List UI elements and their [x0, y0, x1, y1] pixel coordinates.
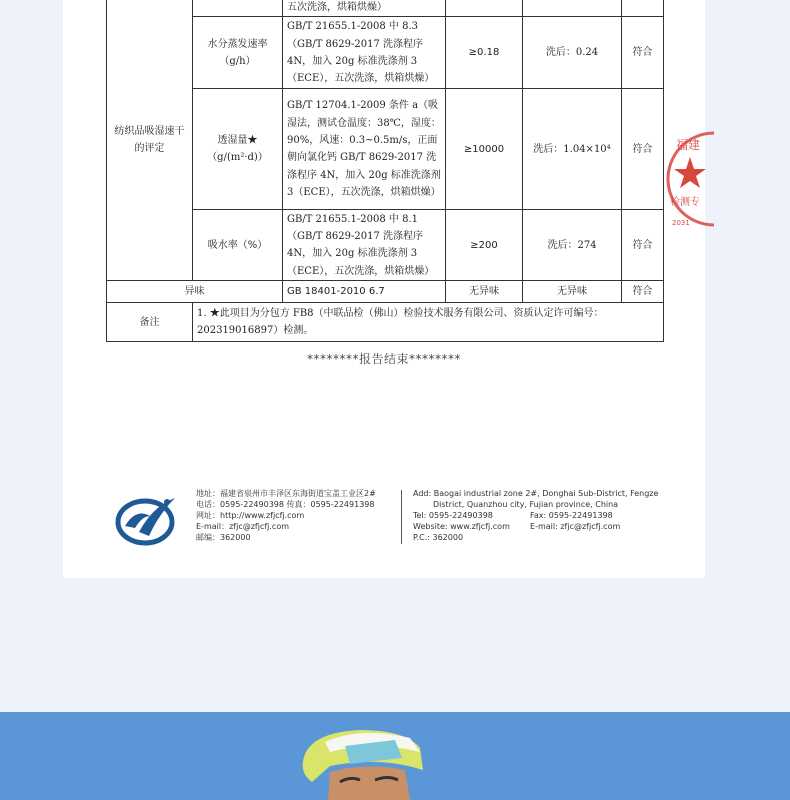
- footer-english-contact: [413, 488, 658, 543]
- item-odor: 异味: [107, 281, 283, 303]
- requirement-cell: ≥0.18: [446, 17, 523, 89]
- verdict-cell: 符合: [622, 17, 664, 89]
- report-end-marker: ********报告结束********: [306, 352, 461, 366]
- method-cell: GB 18401-2010 6.7: [283, 281, 446, 303]
- stamp-number: 2031: [672, 219, 690, 227]
- footer-divider: [401, 490, 402, 544]
- method-cell: GB/T 21655.1-2008 中 8.3（GB/T 8629-2017 洗涤程序 4N，加入 20g 标准洗涤剂 3（ECE），五次洗涤，烘箱烘燥）: [283, 17, 446, 89]
- requirement-cell: ≥200: [446, 210, 523, 281]
- footer-fax: Fax: 0595-22491398: [530, 511, 613, 520]
- report-sheet: [63, 0, 705, 578]
- product-model-photo: [0, 712, 790, 800]
- stamp-bottom-text: 检测专: [670, 197, 700, 208]
- footer-line: 邮编：362000: [196, 533, 251, 542]
- stamp-top-text: 福建: [676, 138, 701, 152]
- note-text: 1. ★此项目为分包方 FB8（中联品检（佛山）检验技术服务有限公司、资质认定许可编号：202319016897）检测。: [193, 303, 664, 342]
- footer-line: E-mail：zfjc@zfjcfj.com: [196, 522, 290, 531]
- footer-chinese-contact: [196, 488, 376, 543]
- verdict-cell: 符合: [622, 281, 664, 303]
- institution-logo-icon: [115, 492, 179, 548]
- footer-website: Website: www.zfjcfj.com: [413, 522, 510, 531]
- footer-line: [413, 510, 658, 521]
- result-cell: 洗后：274: [523, 210, 622, 281]
- item-water-absorption: 吸水率（%）: [193, 210, 283, 281]
- table-row: [107, 303, 664, 342]
- table-row: [107, 281, 664, 303]
- requirement-cell: 无异味: [446, 281, 523, 303]
- method-cell: GB/T 21655.1-2008 中 8.1（GB/T 8629-2017 洗涤程序 4N，加入 20g 标准洗涤剂 3（ECE），五次洗涤，烘箱烘燥）: [283, 210, 446, 281]
- group-label: 纺织品吸湿速干的评定: [107, 0, 193, 281]
- footer-line: Add: Baogai industrial zone 2#, Donghai Sub-District, Fengze: [413, 489, 659, 498]
- result-cell: 洗后：0.24: [523, 17, 622, 89]
- test-results-table: [106, 0, 664, 342]
- table-cell: [446, 0, 523, 17]
- footer-line: [413, 521, 658, 532]
- result-cell: 无异味: [523, 281, 622, 303]
- verdict-cell: 符合: [622, 210, 664, 281]
- official-seal-stamp: [666, 123, 714, 235]
- method-cell: 五次洗涤，烘箱烘燥）: [283, 0, 446, 17]
- institution-footer: [63, 488, 705, 552]
- table-row: [107, 0, 664, 17]
- table-cell: [523, 0, 622, 17]
- footer-line: P.C.: 362000: [413, 533, 464, 542]
- requirement-cell: ≥10000: [446, 89, 523, 210]
- item-evaporation-rate: 水分蒸发速率（g/h）: [193, 17, 283, 89]
- footer-line: 地址：福建省泉州市丰泽区东海街道宝盖工业区2#: [196, 489, 376, 498]
- table-cell: [193, 0, 283, 17]
- item-moisture-vapor-transmission: 透湿量★（g/(m²·d)）: [193, 89, 283, 210]
- method-cell: GB/T 12704.1-2009 条件 a（吸湿法，测试仓温度：38℃，湿度：90%，风速：0.3~0.5m/s，正面朝向氯化钙 GB/T 8629-2017 洗涤程序 4N，加入 20g 标准洗涤剂 3（ECE），五次洗涤，烘箱烘燥）: [283, 89, 446, 210]
- table-cell: [622, 0, 664, 17]
- footer-line: 网址：http://www.zfjcfj.com: [196, 511, 305, 520]
- verdict-cell: 符合: [622, 89, 664, 210]
- footer-tel: Tel: 0595-22490398: [413, 511, 493, 520]
- footer-line: District, Quanzhou city, Fujian province, China: [433, 500, 619, 509]
- result-cell: 洗后：1.04×10⁴: [523, 89, 622, 210]
- note-label: 备注: [107, 303, 193, 342]
- footer-email: E-mail: zfjc@zfjcfj.com: [530, 522, 621, 531]
- footer-line: 电话：0595-22490398 传真：0595-22491398: [196, 500, 375, 509]
